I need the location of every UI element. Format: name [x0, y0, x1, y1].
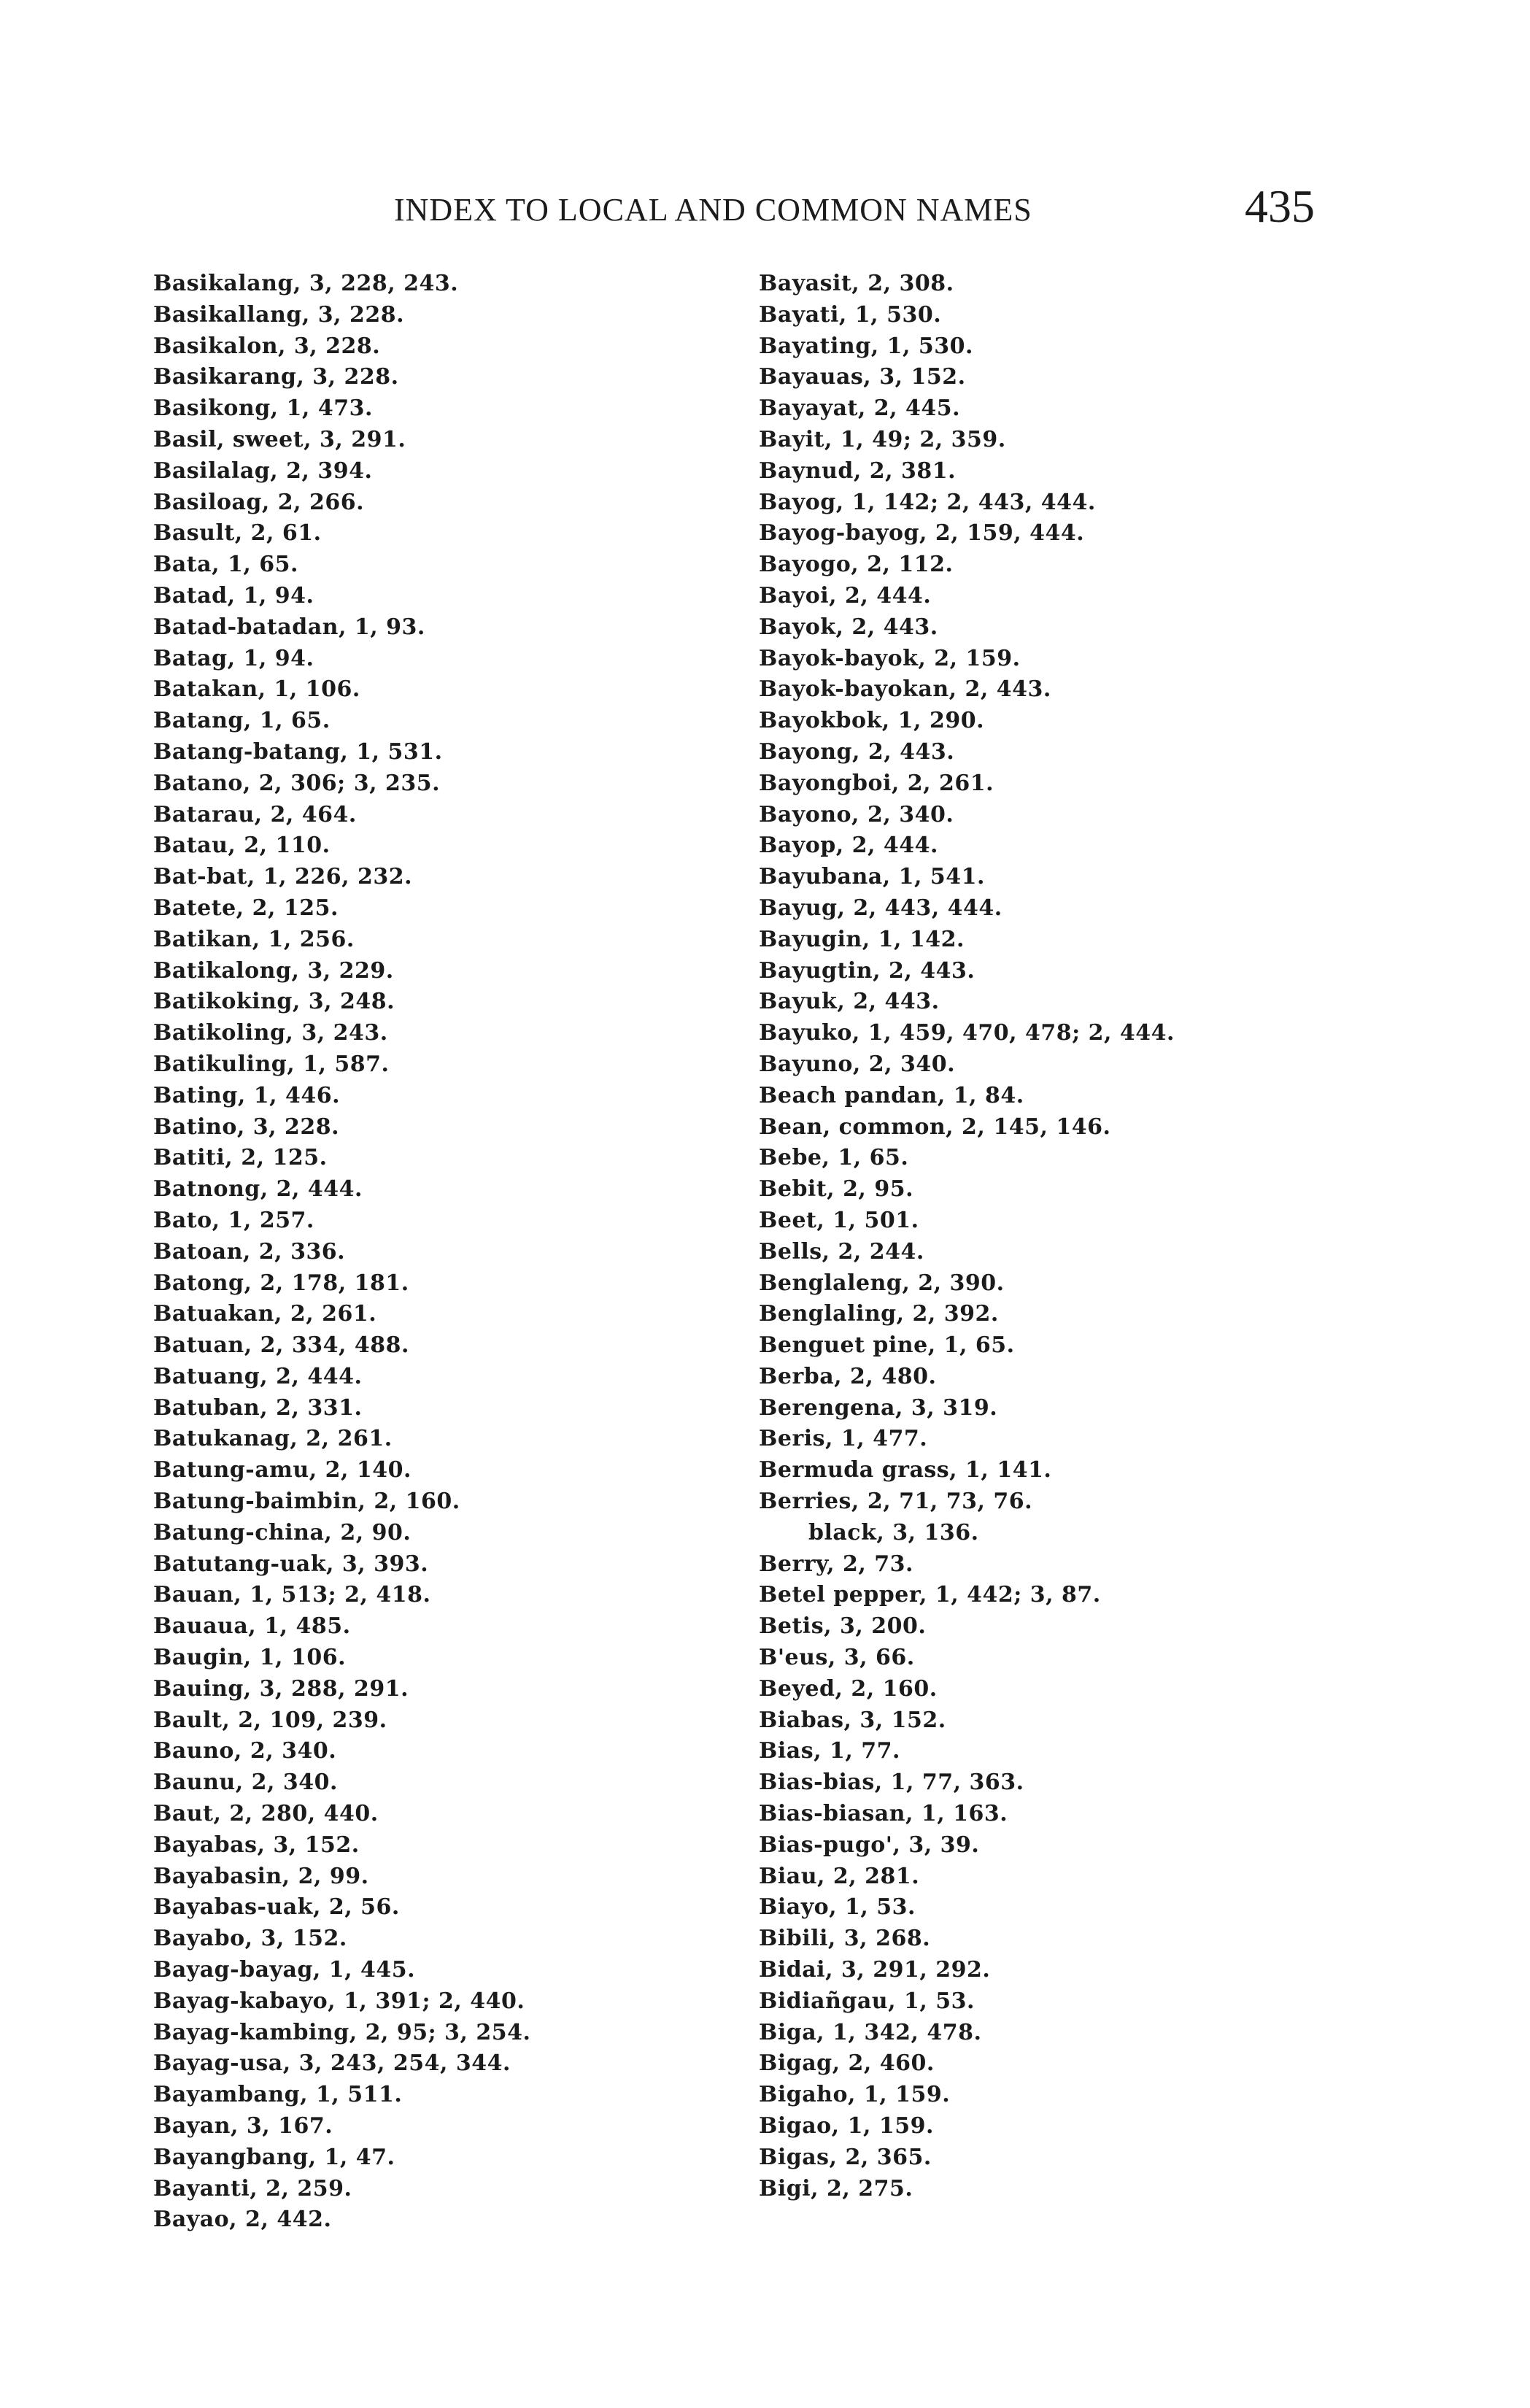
index-entry: Berba, 2, 480.: [759, 1363, 937, 1389]
index-entry: Batarau, 2, 464.: [153, 801, 357, 827]
index-entry: Batino, 3, 228.: [153, 1114, 340, 1140]
index-entry: Batad, 1, 94.: [153, 582, 314, 609]
index-entry: Bayanti, 2, 259.: [153, 2175, 352, 2201]
index-entry: Bayuko, 1, 459, 470, 478; 2, 444.: [759, 1020, 1175, 1046]
index-entry: Bato, 1, 257.: [153, 1207, 314, 1233]
index-entry: Batnong, 2, 444.: [153, 1176, 363, 1203]
index-entry: Batoan, 2, 336.: [153, 1238, 346, 1265]
index-entry: Betel pepper, 1, 442; 3, 87.: [759, 1582, 1101, 1608]
index-entry: Batad-batadan, 1, 93.: [153, 614, 425, 640]
index-entry: Bat-bat, 1, 226, 232.: [153, 864, 413, 890]
index-entry: Batuban, 2, 331.: [153, 1394, 363, 1421]
running-head: INDEX TO LOCAL AND COMMON NAMES: [394, 192, 1032, 228]
index-entry: Bayag-kabayo, 1, 391; 2, 440.: [153, 1988, 525, 2014]
index-entry: Bayambang, 1, 511.: [153, 2082, 403, 2108]
index-entry: Bayok-bayok, 2, 159.: [759, 645, 1021, 671]
index-entry: Batuang, 2, 444.: [153, 1363, 363, 1389]
index-entry: Basil, sweet, 3, 291.: [153, 426, 406, 452]
index-entry: Baunu, 2, 340.: [153, 1770, 338, 1796]
index-entry: Benguet pine, 1, 65.: [759, 1332, 1015, 1359]
index-entry: Benglaleng, 2, 390.: [759, 1270, 1005, 1296]
index-entry: Batikoking, 3, 248.: [153, 989, 395, 1015]
index-column-right: [759, 269, 1415, 2204]
index-entry: Benglaling, 2, 392.: [759, 1301, 999, 1327]
index-entry: Bayabasin, 2, 99.: [153, 1863, 369, 1889]
index-entry: Baugin, 1, 106.: [153, 1645, 347, 1671]
index-entry: Basiloag, 2, 266.: [153, 489, 365, 515]
index-entry: black, 3, 136.: [808, 1519, 979, 1545]
index-entry: Bias, 1, 77.: [759, 1738, 900, 1764]
index-entry: Beyed, 2, 160.: [759, 1675, 938, 1702]
index-entry: Bayok, 2, 443.: [759, 614, 938, 640]
index-entry: Bayabo, 3, 152.: [153, 1926, 347, 1952]
index-entry: Berry, 2, 73.: [759, 1551, 913, 1577]
index-entry: Basikalon, 3, 228.: [153, 333, 381, 359]
index-entry: Batuakan, 2, 261.: [153, 1301, 377, 1327]
index-entry: Basikarang, 3, 228.: [153, 364, 399, 390]
index-entry: Bayugin, 1, 142.: [759, 926, 965, 952]
index-entry: Bayog, 1, 142; 2, 443, 444.: [759, 489, 1096, 515]
index-entry: Bayong, 2, 443.: [759, 738, 955, 765]
index-entry: Bigas, 2, 365.: [759, 2144, 932, 2170]
index-entry: Bayog-bayog, 2, 159, 444.: [759, 520, 1085, 547]
index-entry: Batikuling, 1, 587.: [153, 1051, 390, 1077]
index-entry: Bayag-usa, 3, 243, 254, 344.: [153, 2050, 511, 2077]
index-entry: Bata, 1, 65.: [153, 552, 298, 578]
index-entry: Batikan, 1, 256.: [153, 926, 355, 952]
index-entry: Bayono, 2, 340.: [759, 801, 954, 827]
index-entry: Bigi, 2, 275.: [759, 2175, 913, 2201]
index-entry: Biga, 1, 342, 478.: [759, 2019, 982, 2045]
index-entry: Biayo, 1, 53.: [759, 1894, 916, 1921]
index-entry: B'eus, 3, 66.: [759, 1645, 915, 1671]
index-entry: Batukanag, 2, 261.: [153, 1426, 393, 1452]
index-entry: Bean, common, 2, 145, 146.: [759, 1114, 1111, 1140]
index-entry: Bauaua, 1, 485.: [153, 1613, 351, 1640]
index-entry: Baut, 2, 280, 440.: [153, 1801, 379, 1827]
index-entry: Bias-pugo', 3, 39.: [759, 1832, 980, 1858]
index-entry: Bauno, 2, 340.: [153, 1738, 337, 1764]
index-entry: Basilalag, 2, 394.: [153, 458, 373, 484]
index-entry: Bayogo, 2, 112.: [759, 552, 954, 578]
index-entry: Bayop, 2, 444.: [759, 833, 938, 859]
index-entry: Basikong, 1, 473.: [153, 395, 373, 422]
index-entry: Bayug, 2, 443, 444.: [759, 895, 1002, 921]
index-entry: Bayangbang, 1, 47.: [153, 2144, 395, 2170]
index-entry: Baynud, 2, 381.: [759, 458, 957, 484]
index-entry: Batano, 2, 306; 3, 235.: [153, 770, 441, 796]
index-entry: Berengena, 3, 319.: [759, 1394, 998, 1421]
index-entry: Bells, 2, 244.: [759, 1238, 924, 1265]
index-entry: Bayao, 2, 442.: [153, 2207, 332, 2233]
index-entry: Biabas, 3, 152.: [759, 1707, 946, 1733]
index-column-left: [153, 269, 810, 2236]
index-entry: Bayag-bayag, 1, 445.: [153, 1957, 416, 1983]
index-entry: Bidai, 3, 291, 292.: [759, 1957, 991, 1983]
index-entry: Bayubana, 1, 541.: [759, 864, 985, 890]
index-entry: Bayabas, 3, 152.: [153, 1832, 360, 1858]
index-entry: Bayoi, 2, 444.: [759, 582, 932, 609]
index-entry: Bigao, 1, 159.: [759, 2113, 934, 2139]
index-entry: Bebe, 1, 65.: [759, 1145, 909, 1171]
index-entry: Basikallang, 3, 228.: [153, 301, 405, 328]
index-entry: Batiti, 2, 125.: [153, 1145, 328, 1171]
index-entry: Bayasit, 2, 308.: [759, 271, 954, 296]
index-entry: Batete, 2, 125.: [153, 895, 339, 921]
index-entry: Bayating, 1, 530.: [759, 333, 973, 359]
index-entry: Bigaho, 1, 159.: [759, 2082, 951, 2108]
index-entry: Biau, 2, 281.: [759, 1863, 920, 1889]
index-entry: Beris, 1, 477.: [759, 1426, 928, 1452]
index-entry: Bayok-bayokan, 2, 443.: [759, 676, 1051, 703]
index-entry: Batau, 2, 110.: [153, 833, 331, 859]
index-entry: Bayuno, 2, 340.: [759, 1051, 956, 1077]
index-entry: Batikalong, 3, 229.: [153, 957, 394, 984]
index-entry: Batakan, 1, 106.: [153, 676, 360, 703]
index-entry: Batuan, 2, 334, 488.: [153, 1332, 409, 1359]
index-entry: Bayayat, 2, 445.: [759, 395, 961, 422]
index-entry: Batung-baimbin, 2, 160.: [153, 1489, 460, 1515]
index-entry: Batang, 1, 65.: [153, 708, 331, 734]
index-entry: Bayauas, 3, 152.: [759, 364, 966, 390]
index-entry: Bayan, 3, 167.: [153, 2113, 333, 2139]
index-entry: Bigag, 2, 460.: [759, 2050, 935, 2077]
index-entry: Bayongboi, 2, 261.: [759, 770, 994, 796]
index-entry: Beet, 1, 501.: [759, 1207, 919, 1233]
index-entry: Bayuk, 2, 443.: [759, 989, 940, 1015]
index-entry: Batung-amu, 2, 140.: [153, 1457, 412, 1483]
index-entry: Batung-china, 2, 90.: [153, 1519, 412, 1545]
index-entry: Bayit, 1, 49; 2, 359.: [759, 426, 1006, 452]
index-entry: Bating, 1, 446.: [153, 1082, 341, 1108]
index-entry: Bias-biasan, 1, 163.: [759, 1801, 1008, 1827]
index-entry: Batang-batang, 1, 531.: [153, 738, 443, 765]
index-entry: Batong, 2, 178, 181.: [153, 1270, 409, 1296]
index-entry: Bias-bias, 1, 77, 363.: [759, 1770, 1024, 1796]
index-entry: Bidiañgau, 1, 53.: [759, 1988, 975, 2014]
index-entry: Bermuda grass, 1, 141.: [759, 1457, 1052, 1483]
index-entry: Bayugtin, 2, 443.: [759, 957, 975, 984]
index-entry: Betis, 3, 200.: [759, 1613, 927, 1640]
index-entry: Berries, 2, 71, 73, 76.: [759, 1489, 1033, 1515]
index-entry: Batag, 1, 94.: [153, 645, 314, 671]
index-entry: Bault, 2, 109, 239.: [153, 1707, 387, 1733]
index-entry: Basult, 2, 61.: [153, 520, 322, 547]
page-number: 435: [1245, 180, 1315, 232]
index-entry: Bayokbok, 1, 290.: [759, 708, 985, 734]
index-entry: Bebit, 2, 95.: [759, 1176, 914, 1203]
index-entry: Bibili, 3, 268.: [759, 1926, 931, 1952]
index-entry: Basikalang, 3, 228, 243.: [153, 271, 459, 296]
index-entry: Bauan, 1, 513; 2, 418.: [153, 1582, 431, 1608]
index-entry: Bauing, 3, 288, 291.: [153, 1675, 409, 1702]
index-entry: Batutang-uak, 3, 393.: [153, 1551, 429, 1577]
index-entry: Beach pandan, 1, 84.: [759, 1082, 1024, 1108]
index-entry: Bayabas-uak, 2, 56.: [153, 1894, 400, 1921]
index-entry: Bayati, 1, 530.: [759, 301, 942, 328]
index-entry: Bayag-kambing, 2, 95; 3, 254.: [153, 2019, 531, 2045]
index-entry: Batikoling, 3, 243.: [153, 1020, 388, 1046]
